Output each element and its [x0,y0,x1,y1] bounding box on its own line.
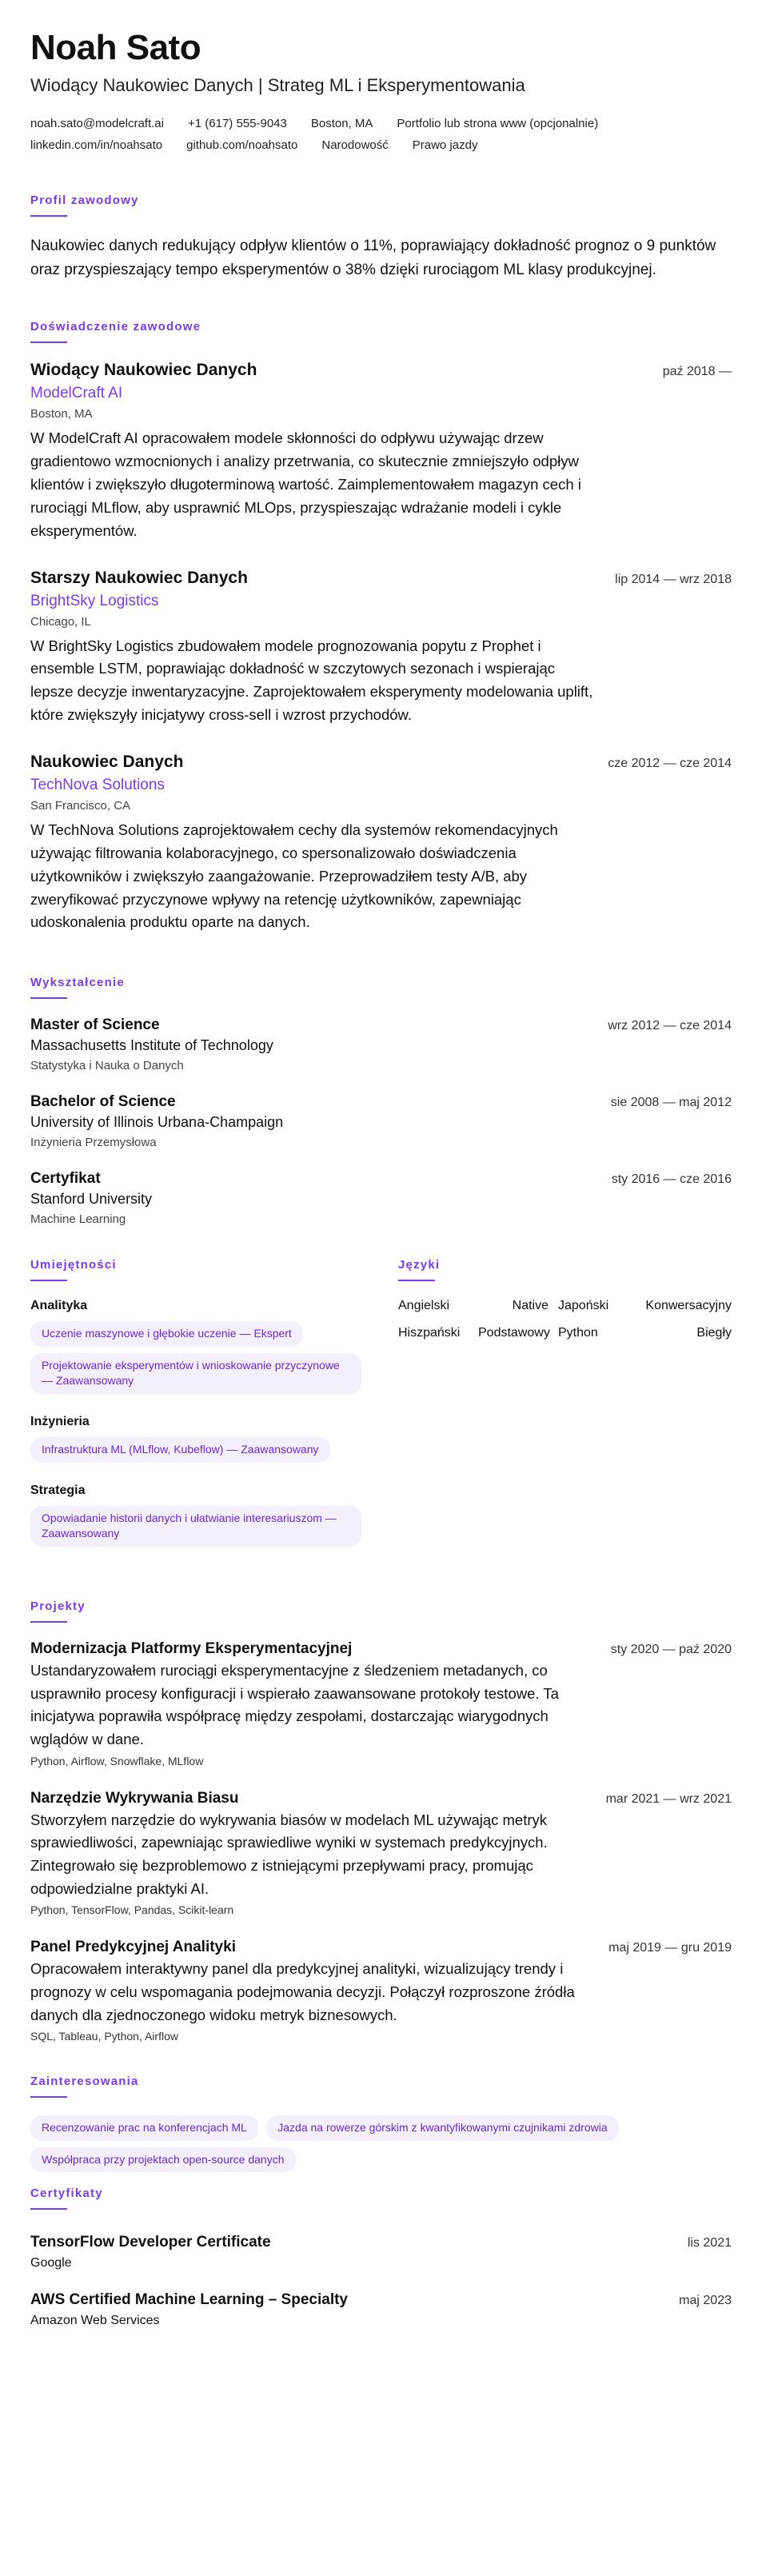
skill-group [30,1415,366,1469]
contact-github[interactable]: github.com/noahsato [186,138,298,153]
profile-section [30,194,732,282]
certification-date: lis 2021 [687,2236,732,2251]
contact-linkedin[interactable]: linkedin.com/in/noahsato [30,138,163,153]
project-tech: Python, TensorFlow, Pandas, Scikit-learn [30,1903,234,1917]
skill-group-title: Strategia [30,1483,86,1497]
education-school: Stanford University [30,1191,153,1208]
certification-title: TensorFlow Developer Certificate [30,2234,271,2251]
contact-location: Boston, MA [310,117,373,131]
education-entry [30,1093,732,1149]
project-title: Panel Predykcyjnej Analityki [30,1939,236,1956]
language-name: Japoński [558,1299,609,1313]
project-title: Modernizacja Platformy Eksperymentacyjnej [30,1639,353,1657]
skill-group [30,1484,366,1553]
education-dates: sty 2016 — cze 2016 [611,1172,732,1187]
contact-nationality: Narodowość [321,138,389,153]
certifications-section [30,2187,732,2328]
education-heading: Wykształcenie [30,976,125,990]
section-divider [30,215,67,217]
projects-section [30,1600,732,2043]
section-divider [30,1621,67,1623]
job-description: W ModelCraft AI opracowałem modele skłonności do odpływu używając drzew gradientowo wzmocnionych i analizy przetrwania, co skutecznie zmniejszyło odpływ klientów i zwiększyło długoterminową wartość. Zaimplementowałem magazyn cech i rurociągi MLflow, aby usprawnić MLOps, przyspieszając wdrażanie modeli i cykle eksperymentów. [30,429,581,539]
education-dates: sie 2008 — maj 2012 [610,1096,732,1110]
language-level: Konwersacyjny [645,1299,732,1313]
education-school: Massachusetts Institute of Technology [30,1037,273,1054]
education-field: Inżynieria Przemysłowa [30,1136,157,1150]
education-dates: wrz 2012 — cze 2014 [608,1019,732,1033]
job-location: Chicago, IL [30,614,91,629]
language-level: Biegły [696,1326,732,1340]
education-section [30,976,732,1226]
contact-website[interactable]: Portfolio lub strona www (opcjonalnie) [397,117,599,131]
section-divider [30,2096,67,2098]
candidate-name: Noah Sato [30,28,201,67]
job-title: Starszy Naukowiec Danych [30,568,248,587]
certification-issuer: Amazon Web Services [30,2314,160,2328]
project-entry [30,1790,732,1917]
education-degree: Certyfikat [30,1170,101,1188]
certifications-heading: Certyfikaty [30,2187,103,2201]
project-description: Ustandaryzowałem rurociągi eksperymentacyjne z śledzeniem metadanych, co usprawniło procesy konfiguracji i wspierało zaawansowane protokoły testowe. Ta inicjatywa poprawiła współpracę między zespołami, dostarczając wiarygodnych wglądów w dane. [30,1661,559,1747]
project-tech: SQL, Tableau, Python, Airflow [30,2030,178,2043]
projects-heading: Projekty [30,1599,86,1613]
skills-languages-row [30,1258,732,1568]
skill-chip: Uczenie maszynowe i głębokie uczenie — Ekspert [30,1321,303,1347]
education-school: University of Illinois Urbana-Champaign [30,1114,284,1131]
certification-date: maj 2023 [679,2294,732,2308]
profile-heading: Profil zawodowy [30,194,139,208]
interest-chip: Jazda na rowerze górskim z kwantyfikowanymi czujnikami zdrowia [266,2115,618,2141]
project-entry [30,1640,732,1767]
interests-list [30,2115,732,2179]
project-entry [30,1939,732,2043]
project-dates: sty 2020 — paź 2020 [610,1642,732,1656]
contact-info [30,117,732,152]
job-entry [30,569,732,727]
project-dates: mar 2021 — wrz 2021 [605,1791,732,1806]
languages-heading: Języki [398,1258,441,1272]
experience-section [30,320,732,934]
job-dates: cze 2012 — cze 2014 [608,757,732,770]
job-title: Naukowiec Danych [30,753,184,771]
language-level: Native [512,1299,549,1313]
project-title: Narzędzie Wykrywania Biasu [30,1789,239,1807]
certification-entry [30,2291,732,2328]
contact-license: Prawo jazdy [412,138,478,153]
education-entry [30,1170,732,1226]
job-description: W BrightSky Logistics zbudowałem modele prognozowania popytu z Prophet i ensemble LSTM, poprawiając dokładność w szczytowych sezonach i wspierając lepsze decyzje inwentaryzacyjne. Zaprojektowałem eksperymenty modelowania uplift, które zwiększyły inicjatywy cross-sell i wzrost przychodów. [30,637,593,724]
job-entry [30,361,732,542]
skill-group [30,1299,366,1400]
skill-chip: Opowiadanie historii danych i ułatwianie interesariuszom — Zaawansowany [30,1506,361,1547]
languages-list [398,1299,732,1340]
skill-chip: Infrastruktura ML (MLflow, Kubeflow) — Zaawansowany [30,1437,330,1463]
interest-chip: Recenzowanie prac na konferencjach ML [30,2115,258,2141]
interest-chip: Współpraca przy projektach open-source danych [30,2147,296,2173]
certification-title: AWS Certified Machine Learning – Specialty [30,2291,348,2309]
contact-email[interactable]: noah.sato@modelcraft.ai [30,117,164,131]
education-entry [30,1016,732,1072]
languages-section [398,1258,732,1568]
certification-issuer: Google [30,2256,72,2270]
skill-chip: Projektowanie eksperymentów i wnioskowanie przyczynowe — Zaawansowany [30,1353,361,1394]
job-company: TechNova Solutions [30,777,165,793]
profile-summary: Naukowiec danych redukujący odpływ klientów o 11%, poprawiający dokładność prognoz o 9 punktów oraz przyspieszający tempo eksperymentów o 38% dzięki rurociągom ML klasy produkcyjnej. [30,238,716,278]
education-field: Statystyka i Nauka o Danych [30,1059,184,1073]
project-description: Opracowałem interaktywny panel dla predykcyjnej analityki, wizualizujący trendy i prognozy w celu wspomagania podejmowania decyzji. Połączył rozproszone źródła danych dla zjednoczonego widoku metryk biznesowych. [30,1960,575,2023]
section-divider [398,1280,435,1281]
job-entry [30,753,732,934]
job-title: Wiodący Naukowiec Danych [30,361,257,380]
education-degree: Master of Science [30,1016,160,1034]
interests-section [30,2075,732,2179]
skills-section [30,1258,366,1568]
candidate-title: Wiodący Naukowiec Danych | Strateg ML i Eksperymentowania [30,75,525,96]
section-divider [30,1280,67,1281]
language-name: Hiszpański [398,1326,461,1340]
job-company: ModelCraft AI [30,385,123,402]
project-tech: Python, Airflow, Snowflake, MLflow [30,1754,204,1767]
language-level: Podstawowy [478,1326,550,1340]
section-divider [30,341,67,343]
job-dates: lip 2014 — wrz 2018 [615,572,732,586]
experience-heading: Doświadczenie zawodowe [30,320,201,334]
job-description: W TechNova Solutions zaprojektowałem cechy dla systemów rekomendacyjnych używając filtrowania kolaboracyjnego, co spersonalizowało doświadczenia użytkowników i zwiększyło zaangażowanie. Przeprowadziłem testy A/B, aby zweryfikować przyczynowe wpływy na retencję użytkowników, zapewniając udoskonalenia produktu oparte na danych. [30,821,558,931]
project-description: Stworzyłem narzędzie do wykrywania biasów w modelach ML używając metryk sprawiedliwości, zapewniając sprawiedliwe wyniki w systemach predykcyjnych. Zintegrowało się bezproblemowo z istniejącymi przepływami pracy, promując odpowiedzialne praktyki AI. [30,1811,548,1897]
interests-heading: Zainteresowania [30,2075,139,2089]
language-name: Angielski [398,1299,450,1313]
skill-group-title: Inżynieria [30,1415,90,1429]
job-dates: paź 2018 — [662,365,732,379]
job-location: Boston, MA [30,407,93,421]
language-name: Python [558,1326,598,1340]
job-location: San Francisco, CA [30,799,131,813]
section-divider [30,997,67,999]
skills-heading: Umiejętności [30,1258,117,1272]
contact-phone[interactable]: +1 (617) 555-9043 [188,117,287,131]
section-divider [30,2208,67,2210]
education-degree: Bachelor of Science [30,1093,176,1111]
certification-entry [30,2234,732,2270]
job-company: BrightSky Logistics [30,592,159,609]
project-dates: maj 2019 — gru 2019 [608,1941,732,1955]
skill-group-title: Analityka [30,1299,88,1313]
education-field: Machine Learning [30,1212,126,1227]
